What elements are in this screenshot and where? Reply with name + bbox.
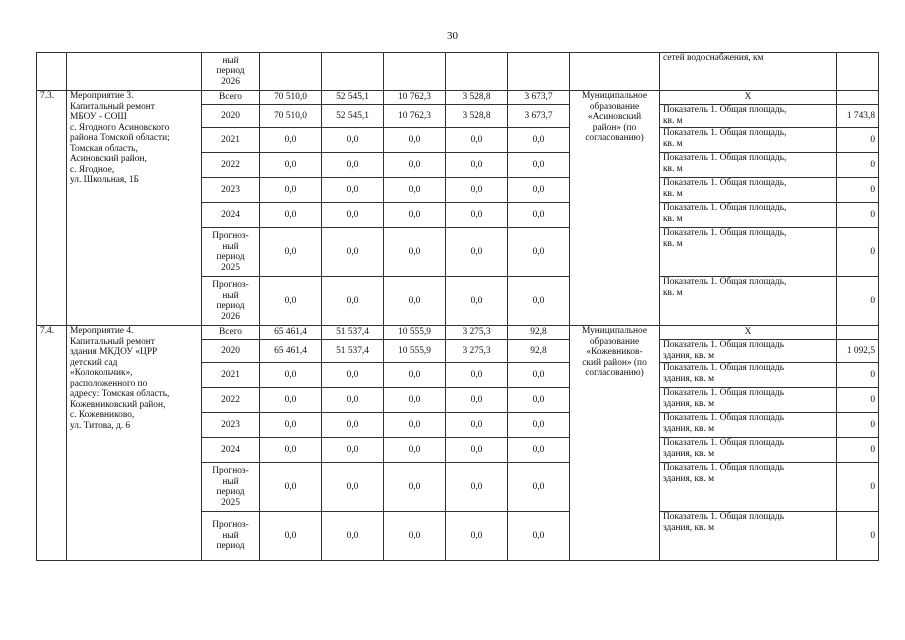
value-cell: 0,0: [508, 228, 570, 277]
year-cell: Прогноз- ный период: [202, 512, 260, 561]
value-cell: 0,0: [446, 363, 508, 388]
value-cell: 0,0: [322, 178, 384, 203]
indicator-cell: Показатель 1. Общая площадь здания, кв. м: [660, 413, 837, 438]
table-row: [37, 91, 879, 105]
value-cell: 0,0: [260, 277, 322, 326]
indicator-cell: Показатель 1. Общая площадь, кв. м: [660, 128, 837, 153]
year-cell: 2022: [202, 153, 260, 178]
indicator-value-cell: 0: [837, 512, 879, 561]
value-cell: 10 762,3: [384, 91, 446, 105]
indicator-value-cell: 0: [837, 413, 879, 438]
value-cell: 0,0: [384, 153, 446, 178]
year-cell: 2020: [202, 105, 260, 128]
value-cell: 0,0: [384, 413, 446, 438]
value-cell: 0,0: [446, 277, 508, 326]
value-cell: 0,0: [384, 363, 446, 388]
value-cell: [322, 53, 384, 91]
indicator-cell: Показатель 1. Общая площадь здания, кв. м: [660, 340, 837, 363]
table-row: [37, 53, 879, 91]
value-cell: 0,0: [508, 388, 570, 413]
indicator-cell: Показатель 1. Общая площадь здания, кв. м: [660, 512, 837, 561]
table-row: [37, 326, 879, 340]
value-cell: 0,0: [384, 203, 446, 228]
value-cell: 10 555,9: [384, 340, 446, 363]
year-cell: 2022: [202, 388, 260, 413]
value-cell: 0,0: [260, 512, 322, 561]
value-cell: 0,0: [260, 153, 322, 178]
value-cell: 0,0: [322, 153, 384, 178]
value-cell: 0,0: [260, 178, 322, 203]
value-cell: 0,0: [260, 363, 322, 388]
value-cell: 3 528,8: [446, 105, 508, 128]
value-cell: 92,8: [508, 340, 570, 363]
value-cell: 52 545,1: [322, 105, 384, 128]
value-cell: 0,0: [446, 512, 508, 561]
indicator-cell: Показатель 1. Общая площадь здания, кв. м: [660, 463, 837, 512]
value-cell: 0,0: [384, 178, 446, 203]
value-cell: 0,0: [384, 463, 446, 512]
indicator-cell: Показатель 1. Общая площадь, кв. м: [660, 203, 837, 228]
indicator-value-cell: 0: [837, 228, 879, 277]
indicator-cell: Показатель 1. Общая площадь, кв. м: [660, 228, 837, 277]
value-cell: 0,0: [322, 277, 384, 326]
value-cell: 0,0: [446, 203, 508, 228]
year-cell: 2021: [202, 128, 260, 153]
indicator-value-cell: 0: [837, 363, 879, 388]
value-cell: 0,0: [322, 203, 384, 228]
indicator-value-cell: 0: [837, 463, 879, 512]
executor-cell: [570, 53, 660, 91]
value-cell: 0,0: [446, 178, 508, 203]
value-cell: 0,0: [508, 153, 570, 178]
value-cell: 0,0: [446, 128, 508, 153]
indicator-value-cell: 1 092,5: [837, 340, 879, 363]
value-cell: [384, 53, 446, 91]
value-cell: 0,0: [508, 512, 570, 561]
item-title: Мероприятие 4. Капитальный ремонт здания МКДОУ «ЦРР детский сад «Колокольчик», расположенного по адресу: Томская область, Кожевниковский район, с. Кожевниково, ул. Титова, д. 6: [67, 326, 202, 561]
value-cell: [260, 53, 322, 91]
year-cell: Всего: [202, 326, 260, 340]
indicator-cell: Показатель 1. Общая площадь, кв. м: [660, 153, 837, 178]
value-cell: 0,0: [260, 228, 322, 277]
value-cell: 0,0: [322, 512, 384, 561]
value-cell: 0,0: [508, 203, 570, 228]
indicator-cell: Показатель 1. Общая площадь здания, кв. м: [660, 388, 837, 413]
value-cell: 70 510,0: [260, 105, 322, 128]
page-number: 30: [447, 30, 458, 42]
year-cell: 2023: [202, 178, 260, 203]
value-cell: 3 275,3: [446, 340, 508, 363]
value-cell: 70 510,0: [260, 91, 322, 105]
year-cell: 2024: [202, 438, 260, 463]
year-cell: ный период 2026: [202, 53, 260, 91]
item-number: 7.3.: [37, 91, 67, 326]
value-cell: 3 275,3: [446, 326, 508, 340]
value-cell: 0,0: [260, 388, 322, 413]
value-cell: 0,0: [446, 413, 508, 438]
value-cell: 52 545,1: [322, 91, 384, 105]
value-cell: 0,0: [260, 463, 322, 512]
indicator-cell: Показатель 1. Общая площадь, кв. м: [660, 277, 837, 326]
indicator-value-cell: 0: [837, 203, 879, 228]
value-cell: 65 461,4: [260, 340, 322, 363]
program-table: [36, 52, 879, 561]
value-cell: 0,0: [508, 128, 570, 153]
indicator-cell: сетей водоснабжения, км: [660, 53, 837, 91]
year-cell: 2020: [202, 340, 260, 363]
indicator-value-cell: 0: [837, 438, 879, 463]
indicator-value-cell: [837, 53, 879, 91]
indicator-cell: Показатель 1. Общая площадь, кв. м: [660, 105, 837, 128]
value-cell: 0,0: [508, 463, 570, 512]
year-cell: Прогноз- ный период 2025: [202, 463, 260, 512]
value-cell: 0,0: [508, 363, 570, 388]
year-cell: 2024: [202, 203, 260, 228]
value-cell: 3 673,7: [508, 91, 570, 105]
indicator-value-cell: 0: [837, 153, 879, 178]
indicator-cell: Показатель 1. Общая площадь, кв. м: [660, 178, 837, 203]
num-cell: [37, 53, 67, 91]
year-cell: 2021: [202, 363, 260, 388]
year-cell: 2023: [202, 413, 260, 438]
value-cell: 0,0: [446, 438, 508, 463]
value-cell: [446, 53, 508, 91]
value-cell: 92,8: [508, 326, 570, 340]
year-cell: Всего: [202, 91, 260, 105]
value-cell: 0,0: [260, 413, 322, 438]
value-cell: 0,0: [384, 438, 446, 463]
indicator-value-cell: 1 743,8: [837, 105, 879, 128]
indicator-value-cell: 0: [837, 128, 879, 153]
value-cell: 0,0: [322, 438, 384, 463]
value-cell: 51 537,4: [322, 326, 384, 340]
title-cell: [67, 53, 202, 91]
indicator-value-cell: 0: [837, 178, 879, 203]
value-cell: 0,0: [322, 463, 384, 512]
value-cell: 0,0: [446, 153, 508, 178]
value-cell: 0,0: [508, 413, 570, 438]
value-cell: 10 555,9: [384, 326, 446, 340]
value-cell: 51 537,4: [322, 340, 384, 363]
value-cell: 10 762,3: [384, 105, 446, 128]
value-cell: 0,0: [384, 228, 446, 277]
value-cell: 0,0: [260, 128, 322, 153]
value-cell: 65 461,4: [260, 326, 322, 340]
year-cell: Прогноз- ный период 2026: [202, 277, 260, 326]
value-cell: 0,0: [322, 388, 384, 413]
indicator-cell: X: [660, 326, 837, 340]
value-cell: 0,0: [260, 438, 322, 463]
indicator-value-cell: 0: [837, 277, 879, 326]
indicator-value-cell: 0: [837, 388, 879, 413]
value-cell: 0,0: [260, 203, 322, 228]
indicator-cell: Показатель 1. Общая площадь здания, кв. м: [660, 438, 837, 463]
item-number: 7.4.: [37, 326, 67, 561]
year-cell: Прогноз- ный период 2025: [202, 228, 260, 277]
value-cell: 0,0: [446, 463, 508, 512]
value-cell: 3 528,8: [446, 91, 508, 105]
value-cell: 0,0: [508, 277, 570, 326]
value-cell: 0,0: [322, 128, 384, 153]
value-cell: 0,0: [322, 363, 384, 388]
value-cell: 0,0: [384, 388, 446, 413]
value-cell: 0,0: [322, 413, 384, 438]
value-cell: [508, 53, 570, 91]
indicator-cell: Показатель 1. Общая площадь здания, кв. м: [660, 363, 837, 388]
value-cell: 0,0: [508, 438, 570, 463]
indicator-value-cell: [837, 326, 879, 340]
item-title: Мероприятие 3. Капитальный ремонт МБОУ - СОШ с. Ягодного Асиновского района Томской области; Томская область, Асиновский район, с. Ягодное, ул. Школьная, 1Б: [67, 91, 202, 326]
executor-cell: Муниципальное образование «Кожевников- ский район» (по согласованию): [570, 326, 660, 561]
indicator-value-cell: [837, 91, 879, 105]
value-cell: 0,0: [384, 128, 446, 153]
value-cell: 0,0: [384, 512, 446, 561]
value-cell: 0,0: [446, 388, 508, 413]
value-cell: 0,0: [384, 277, 446, 326]
value-cell: 0,0: [508, 178, 570, 203]
executor-cell: Муниципальное образование «Асиновский район» (по согласованию): [570, 91, 660, 326]
indicator-cell: X: [660, 91, 837, 105]
value-cell: 0,0: [322, 228, 384, 277]
value-cell: 3 673,7: [508, 105, 570, 128]
value-cell: 0,0: [446, 228, 508, 277]
